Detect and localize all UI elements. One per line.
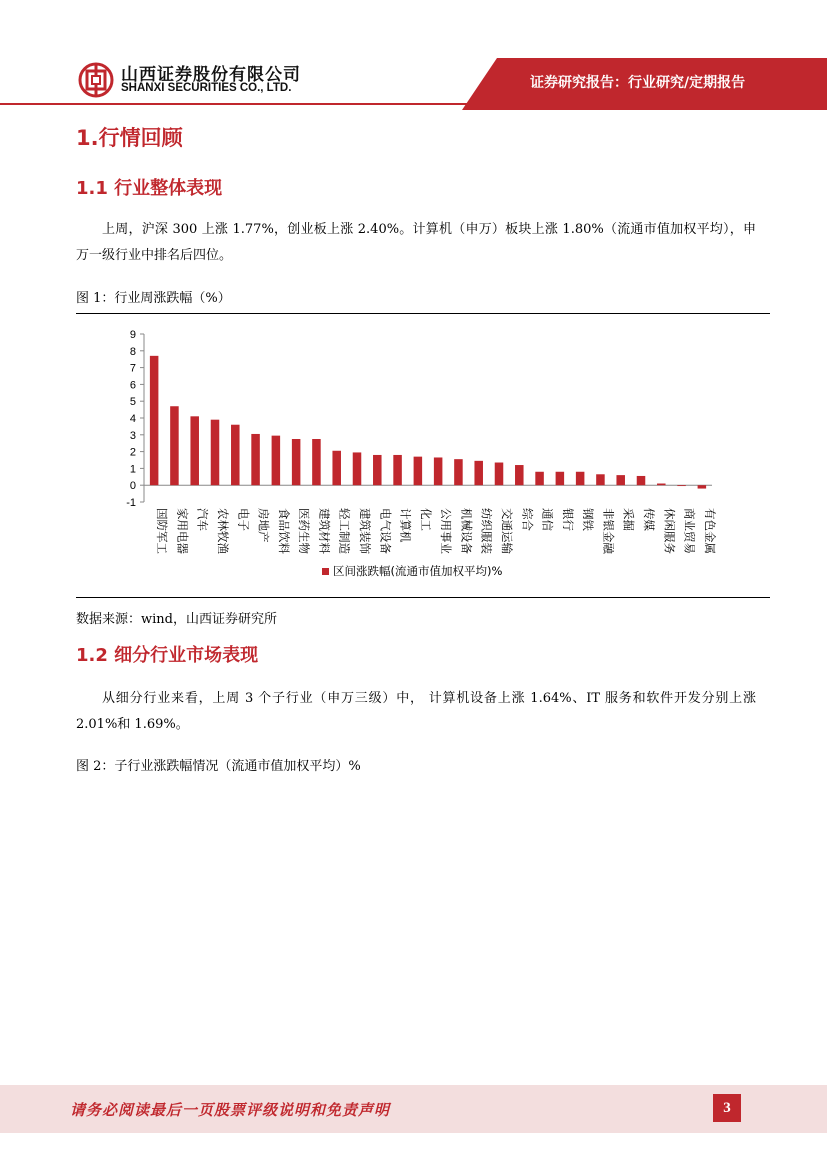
bar (576, 472, 585, 485)
x-tick-label: 综合 (520, 508, 535, 531)
bar (170, 406, 179, 485)
x-tick-label: 电气设备 (378, 508, 393, 554)
bar (515, 465, 524, 485)
x-tick-label: 家用电器 (175, 508, 190, 554)
x-tick-label: 非银金融 (601, 508, 616, 554)
bar (616, 475, 625, 485)
bar (495, 463, 504, 486)
bar (272, 436, 281, 486)
x-tick-label: 化工 (418, 508, 433, 531)
figure-1-bottom-rule (76, 597, 770, 598)
bar (312, 439, 321, 485)
section-1-1-paragraph: 上周，沪深 300 上涨 1.77%，创业板上涨 2.40%。计算机（申万）板块上涨 1.80%（流通市值加权平均），申万一级行业中排名后四位。 (76, 222, 756, 263)
y-tick-label: 5 (129, 396, 136, 409)
x-tick-label: 建筑装饰 (358, 508, 372, 554)
y-tick-label: 3 (129, 429, 136, 442)
x-tick-label: 纺织服装 (479, 508, 494, 554)
bar (535, 472, 544, 485)
figure-1-bar-chart (76, 318, 770, 590)
y-tick-label: 8 (129, 345, 136, 358)
figure-2-caption: 图 2：子行业涨跌幅情况（流通市值加权平均）% (76, 759, 361, 774)
bar (556, 472, 565, 485)
x-tick-label: 通信 (540, 508, 555, 531)
x-tick-label: 银行 (560, 508, 575, 531)
x-tick-label: 交通运输 (500, 508, 514, 554)
report-type-label: 证券研究报告：行业研究/定期报告 (530, 75, 746, 91)
x-tick-label: 建筑材料 (317, 508, 332, 554)
x-tick-label: 计算机 (398, 508, 413, 543)
bar (474, 461, 483, 485)
bar (637, 476, 646, 485)
section-1-title: 1.行情回顾 (76, 126, 183, 150)
bar (332, 451, 341, 485)
bar (353, 452, 362, 485)
bar (373, 455, 382, 485)
y-tick-label: 0 (129, 480, 136, 493)
figure-1-top-rule (76, 313, 770, 314)
bar (393, 455, 402, 485)
section-1-1-title: 1.1 行业整体表现 (76, 178, 223, 199)
section-1-2-paragraph: 从细分行业来看，上周 3 个子行业（申万三级）中， 计算机设备上涨 1.64%、IT 服务和软件开发分别上涨 2.01%和 1.69%。 (76, 691, 756, 732)
x-tick-label: 农林牧渔 (216, 508, 230, 554)
bar (454, 459, 463, 485)
figure-1-caption: 图 1：行业周涨跌幅（%） (76, 291, 231, 306)
x-tick-label: 机械设备 (459, 508, 474, 554)
bar (292, 439, 301, 485)
y-tick-label: 7 (129, 362, 136, 375)
y-tick-label: 6 (129, 379, 136, 392)
x-tick-label: 食品饮料 (276, 508, 291, 554)
x-tick-label: 医药生物 (297, 508, 312, 554)
page-number: 3 (713, 1094, 741, 1122)
x-tick-label: 采掘 (621, 508, 636, 531)
x-tick-label: 商业贸易 (682, 508, 697, 554)
y-tick-label: 2 (129, 446, 136, 459)
company-logo-icon (78, 62, 114, 98)
bar (150, 356, 159, 485)
figure-1-source: 数据来源：wind，山西证券研究所 (76, 612, 277, 627)
bar (434, 457, 443, 485)
x-tick-label: 公用事业 (439, 508, 454, 554)
company-name-en: SHANXI SECURITIES CO., LTD. (121, 82, 292, 94)
bar (251, 434, 260, 485)
x-tick-label: 休闲服务 (662, 508, 677, 554)
company-name-cn: 山西证券股份有限公司 (121, 65, 301, 85)
x-tick-label: 国防军工 (155, 508, 170, 554)
bar (677, 485, 686, 486)
bar (596, 474, 605, 485)
x-tick-label: 传媒 (642, 508, 656, 531)
x-tick-label: 房地产 (256, 508, 271, 543)
bar (657, 484, 666, 486)
y-tick-label: 4 (129, 413, 136, 425)
bar (190, 416, 199, 485)
bar (231, 425, 240, 485)
y-tick-label: 1 (129, 463, 136, 476)
section-1-2-title: 1.2 细分行业市场表现 (76, 645, 259, 666)
x-tick-label: 汽车 (195, 508, 210, 531)
x-tick-label: 轻工制造 (337, 508, 352, 554)
legend-swatch (322, 568, 329, 575)
y-tick-label: -1 (126, 497, 136, 509)
x-tick-label: 有色金属 (702, 508, 717, 554)
bar (414, 457, 423, 486)
footer-disclaimer-note: 请务必阅读最后一页股票评级说明和免责声明 (70, 1101, 391, 1119)
y-tick-label: 9 (129, 329, 136, 341)
bar (211, 420, 220, 486)
bar (698, 485, 707, 488)
legend-label: 区间涨跌幅(流通市值加权平均)% (333, 564, 503, 578)
x-tick-label: 钢铁 (581, 508, 596, 531)
x-tick-label: 电子 (236, 508, 251, 531)
